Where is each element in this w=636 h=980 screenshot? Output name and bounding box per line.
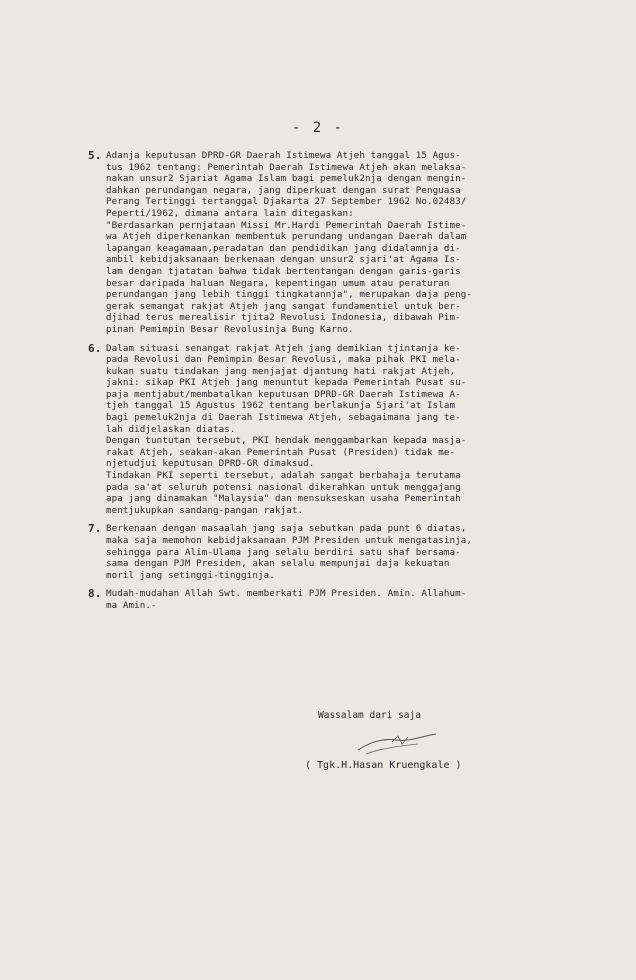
text-line: sama dengan PJM Presiden, akan selalu mempunjai daja kekuatan — [106, 558, 450, 570]
text-line: Dalam situasi senangat rakjat Atjeh jang demikian tjintanja ke- — [106, 342, 461, 354]
numbered-item — [88, 343, 588, 517]
text-line: paja mentjabut/membatalkan keputusan DPRD-GR Daerah Istimewa A- — [106, 388, 461, 400]
item-number: 7. — [88, 522, 102, 536]
item-number: 8. — [88, 587, 102, 601]
text-line: lapangan keagamaan,peradatan dan pendidikan jang didalamnja di- — [106, 242, 461, 254]
text-line: apa jang dinamakan "Malaysia" dan mensukseskan usaha Pemerintah — [106, 493, 461, 505]
closing-salutation: Wassalam dari saja — [318, 710, 421, 721]
text-line: bagi pemeluk2nja di Daerah Istimewa Atjeh, sebagaimana jang te- — [106, 412, 461, 424]
text-line: dahkan perundangan negara, jang diperkuat dengan surat Penguasa — [106, 184, 461, 196]
text-line: sehingga para Alim-Ulama jang selalu berdiri satu shaf bersama- — [106, 546, 461, 558]
numbered-item — [88, 150, 588, 336]
text-line: pinan Pemimpin Besar Revolusinja Bung Karno. — [106, 323, 354, 335]
numbered-item — [88, 523, 588, 581]
text-line: perundangan jang lebih tinggi tingkatannja", merupakan daja peng- — [106, 289, 473, 301]
item-text — [106, 343, 588, 517]
item-number: 6. — [88, 341, 102, 355]
text-line: Mudah-mudahan Allah Swt. memberkati PJM Presiden. Amin. Allahum- — [106, 588, 467, 600]
text-line: mentjukupkan sandang-pangan rakjat. — [106, 504, 304, 516]
text-line: besar daripada haluan Negara, kepentingan umum atau peraturan — [106, 277, 450, 289]
text-line: rakat Atjeh, seakan-akan Pemerintah Pusat (Presiden) tidak me- — [106, 446, 456, 458]
text-line: jakni: sikap PKI Atjeh jang menuntut kepada Pemerintah Pusat su- — [106, 377, 467, 389]
text-line: Dengan tuntutan tersebut, PKI hendak menggambarkan kepada masja- — [106, 435, 467, 447]
text-line: njetudjui keputusan DPRD-GR dimaksud. — [106, 458, 315, 470]
text-line: tus 1962 tentang: Pemerintah Daerah Istimewa Atjeh akan melaksa- — [106, 161, 467, 173]
text-line: nakan unsur2 Sjariat Agama Islam bagi pemeluk2nja dengan mengin- — [106, 173, 467, 185]
item-text — [106, 588, 588, 611]
page-number: - 2 - — [291, 120, 345, 136]
text-line: pada sa'at seluruh potensi nasional dikerahkan untuk menggajang — [106, 481, 461, 493]
signer-name: ( Tgk.H.Hasan Kruengkale ) — [305, 760, 462, 771]
text-line: ma Amin.- — [106, 599, 157, 611]
text-line: wa Atjeh diperkenankan membentuk perundang undangan Daerah dalam — [106, 231, 467, 243]
handwritten-signature — [352, 728, 442, 758]
text-line: lam dengan tjatatan bahwa tidak bertentangan dengan garis-garis — [106, 265, 461, 277]
item-number: 5. — [88, 149, 102, 162]
text-line: gerak semangat rakjat Atjeh jang sangat fundamentiel untuk ber- — [106, 300, 461, 312]
letter-body — [88, 150, 588, 619]
text-line: moril jang setinggi-tingginja. — [106, 569, 275, 581]
text-line: kukan suatu tindakan jang menjajat djantung hati rakjat Atjeh, — [106, 365, 456, 377]
text-line: "Berdasarkan pernjataan Missi Mr.Hardi Pemerintah Daerah Istime- — [106, 219, 467, 231]
item-text — [106, 523, 588, 581]
text-line: Tindakan PKI seperti tersebut, adalah sangat berbahaja terutama — [106, 470, 461, 482]
text-line: maka saja memohon kebidjaksanaan PJM Presiden untuk mengatasinja, — [106, 535, 473, 546]
text-line: pada Revolusi dan Pemimpin Besar Revolusi, maka pihak PKI mela- — [106, 354, 461, 366]
text-line: lah didjelaskan diatas. — [106, 423, 236, 435]
text-line: Perang Tertinggi tertanggal Djakarta 27 September 1962 No.02483/ — [106, 196, 467, 208]
text-line: Adanja keputusan DPRD-GR Daerah Istimewa Atjeh tanggal 15 Agus- — [106, 150, 461, 161]
text-line: djihad terus merealisir tjita2 Revolusi Indonesia, dibawah Pim- — [106, 312, 461, 324]
text-line: tjeh tanggal 15 Agustus 1962 tentang berlakunja Sjari'at Islam — [106, 400, 456, 412]
numbered-item — [88, 588, 588, 611]
item-text — [106, 150, 588, 336]
text-line: Berkenaan dengan masaalah jang saja sebutkan pada punt 6 diatas, — [106, 523, 467, 535]
text-line: ambil kebidjaksanaan berkenaan dengan unsur2 sjari'at Agama Is- — [106, 254, 461, 266]
text-line: Peperti/1962, dimana antara lain ditegaskan: — [106, 207, 354, 219]
